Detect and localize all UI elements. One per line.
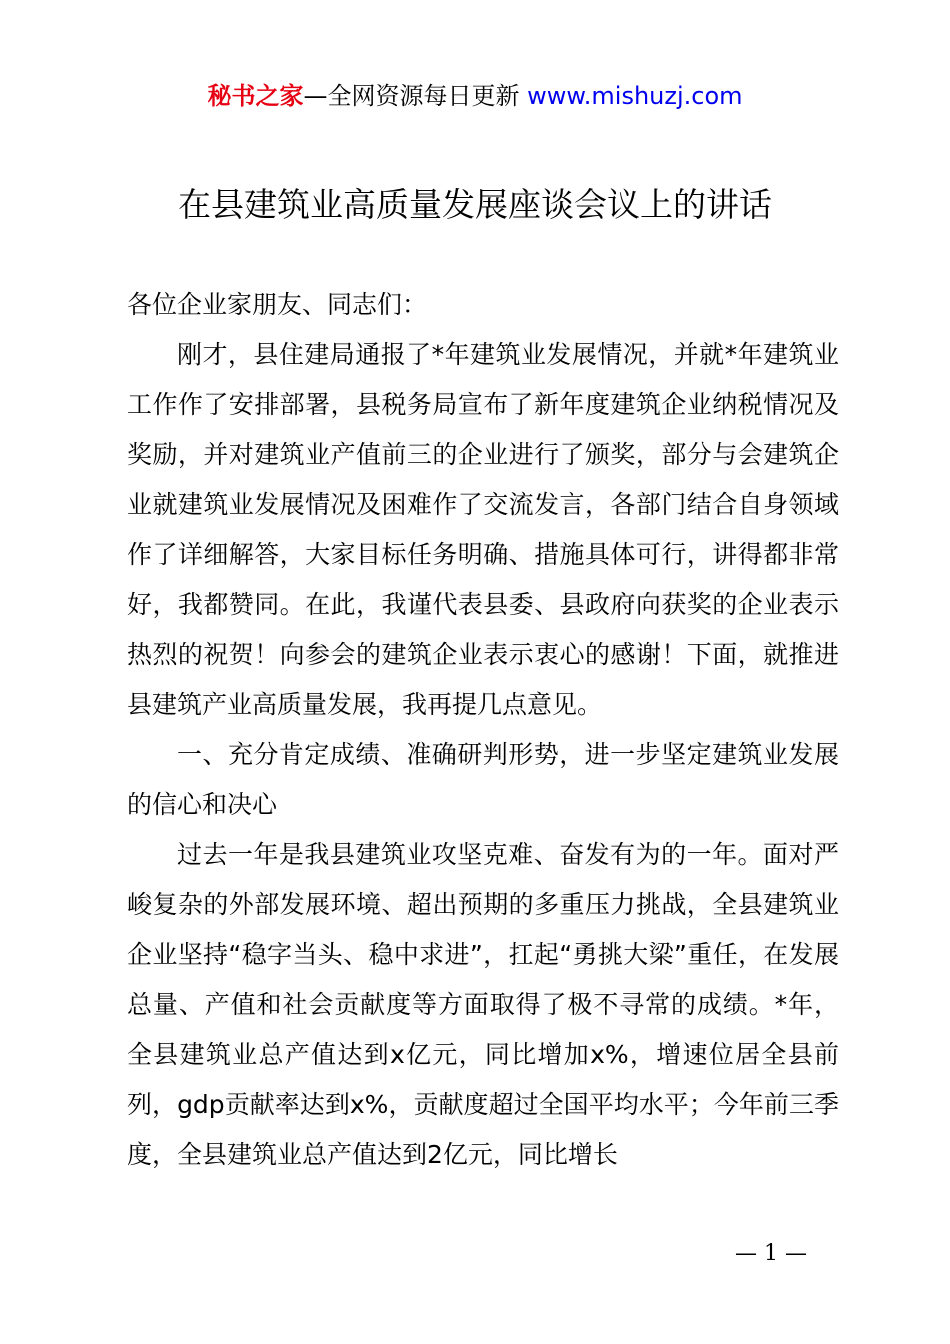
document-body — [127, 280, 839, 1180]
site-header — [0, 80, 950, 112]
body-paragraph: 过去一年是我县建筑业攻坚克难、奋发有为的一年。面对严峻复杂的外部发展环境、超出预期的多重压力挑战，全县建筑业企业坚持“稳字当头、稳中求进”，扛起“勇挑大梁”重任，在发展总量、产值和社会贡献度等方面取得了极不寻常的成绩。*年，全县建筑业总产值达到x亿元，同比增加x%，增速位居全县前列，gdp贡献率达到x%，贡献度超过全国平均水平；今年前三季度，全县建筑业总产值达到2亿元，同比增长 — [127, 840, 839, 1169]
salutation: 各位企业家朋友、同志们： — [127, 290, 428, 319]
document-title: 在县建筑业高质量发展座谈会议上的讲话 — [178, 185, 772, 224]
brand-name: 秘书之家 — [207, 82, 304, 110]
section-heading: 一、充分肯定成绩、准确研判形势，进一步坚定建筑业发展的信心和决心 — [127, 740, 839, 819]
page-number: — 1 — — [735, 1241, 807, 1266]
site-url-link[interactable]: www.mishuzj.com — [527, 82, 743, 110]
body-paragraph: 刚才，县住建局通报了*年建筑业发展情况，并就*年建筑业工作作了安排部署，县税务局宣布了新年度建筑企业纳税情况及奖励，并对建筑业产值前三的企业进行了颁奖，部分与会建筑企业就建筑业发展情况及困难作了交流发言，各部门结合自身领域作了详细解答，大家目标任务明确、措施具体可行，讲得都非常好，我都赞同。在此，我谨代表县委、县政府向获奖的企业表示热烈的祝贺！向参会的建筑企业表示衷心的感谢！下面，就推进县建筑产业高质量发展，我再提几点意见。 — [127, 340, 839, 719]
site-tagline: —全网资源每日更新 — [303, 82, 528, 110]
